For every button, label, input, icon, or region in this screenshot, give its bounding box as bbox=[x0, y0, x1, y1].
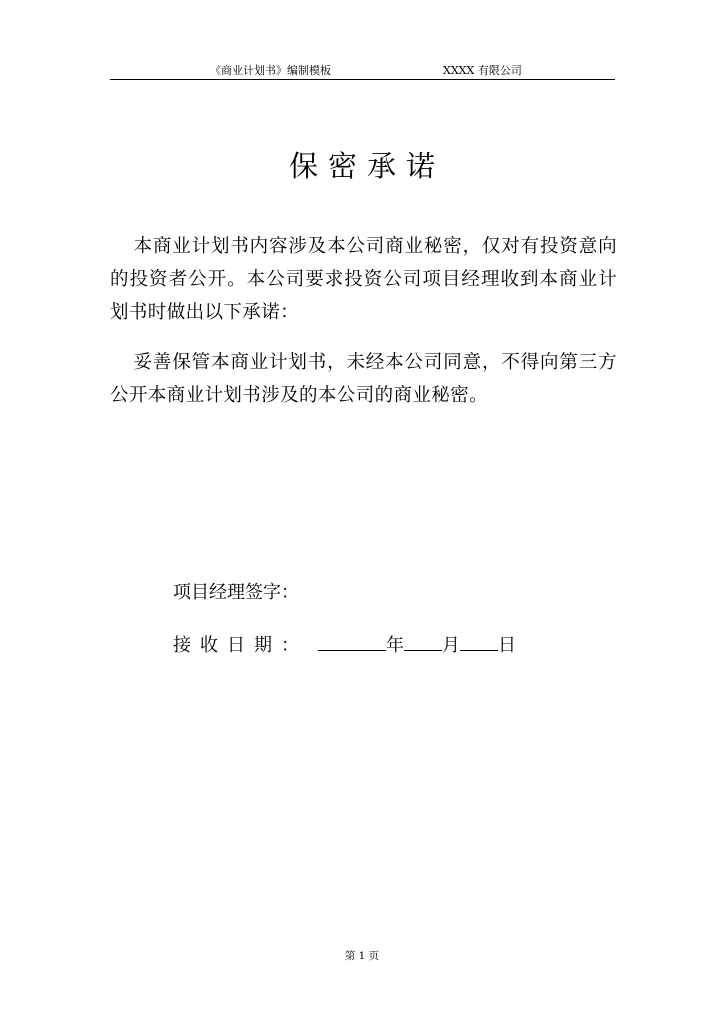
receipt-date-line bbox=[173, 632, 516, 659]
day-label: 日 bbox=[498, 635, 516, 656]
day-blank[interactable] bbox=[460, 632, 498, 651]
commitment-paragraph: 妥善保管本商业计划书，未经本公司同意，不得向第三方公开本商业计划书涉及的本公司的商业秘密。 bbox=[110, 352, 617, 406]
month-label: 月 bbox=[442, 635, 460, 656]
manager-signature-line bbox=[173, 580, 299, 606]
page-footer bbox=[0, 949, 724, 963]
document-title: 保密承诺 bbox=[288, 149, 445, 183]
header-template-title: 《商业计划书》编制模板 bbox=[210, 64, 331, 77]
confidentiality-paragraph: 本商业计划书内容涉及本公司商业秘密，仅对有投资意向的投资者公开。本公司要求投资公司项目经理收到本商业计划书时做出以下承诺： bbox=[110, 236, 617, 323]
page-number: 第 1 页 bbox=[344, 950, 380, 962]
header-company-name: XXXX 有限公司 bbox=[443, 64, 522, 77]
year-blank[interactable] bbox=[318, 632, 386, 651]
manager-signature-label: 项目经理签字： bbox=[173, 582, 299, 603]
page-header bbox=[110, 63, 615, 80]
receipt-date-label: 接收日期： bbox=[173, 635, 308, 656]
month-blank[interactable] bbox=[404, 632, 442, 651]
year-label: 年 bbox=[386, 635, 404, 656]
